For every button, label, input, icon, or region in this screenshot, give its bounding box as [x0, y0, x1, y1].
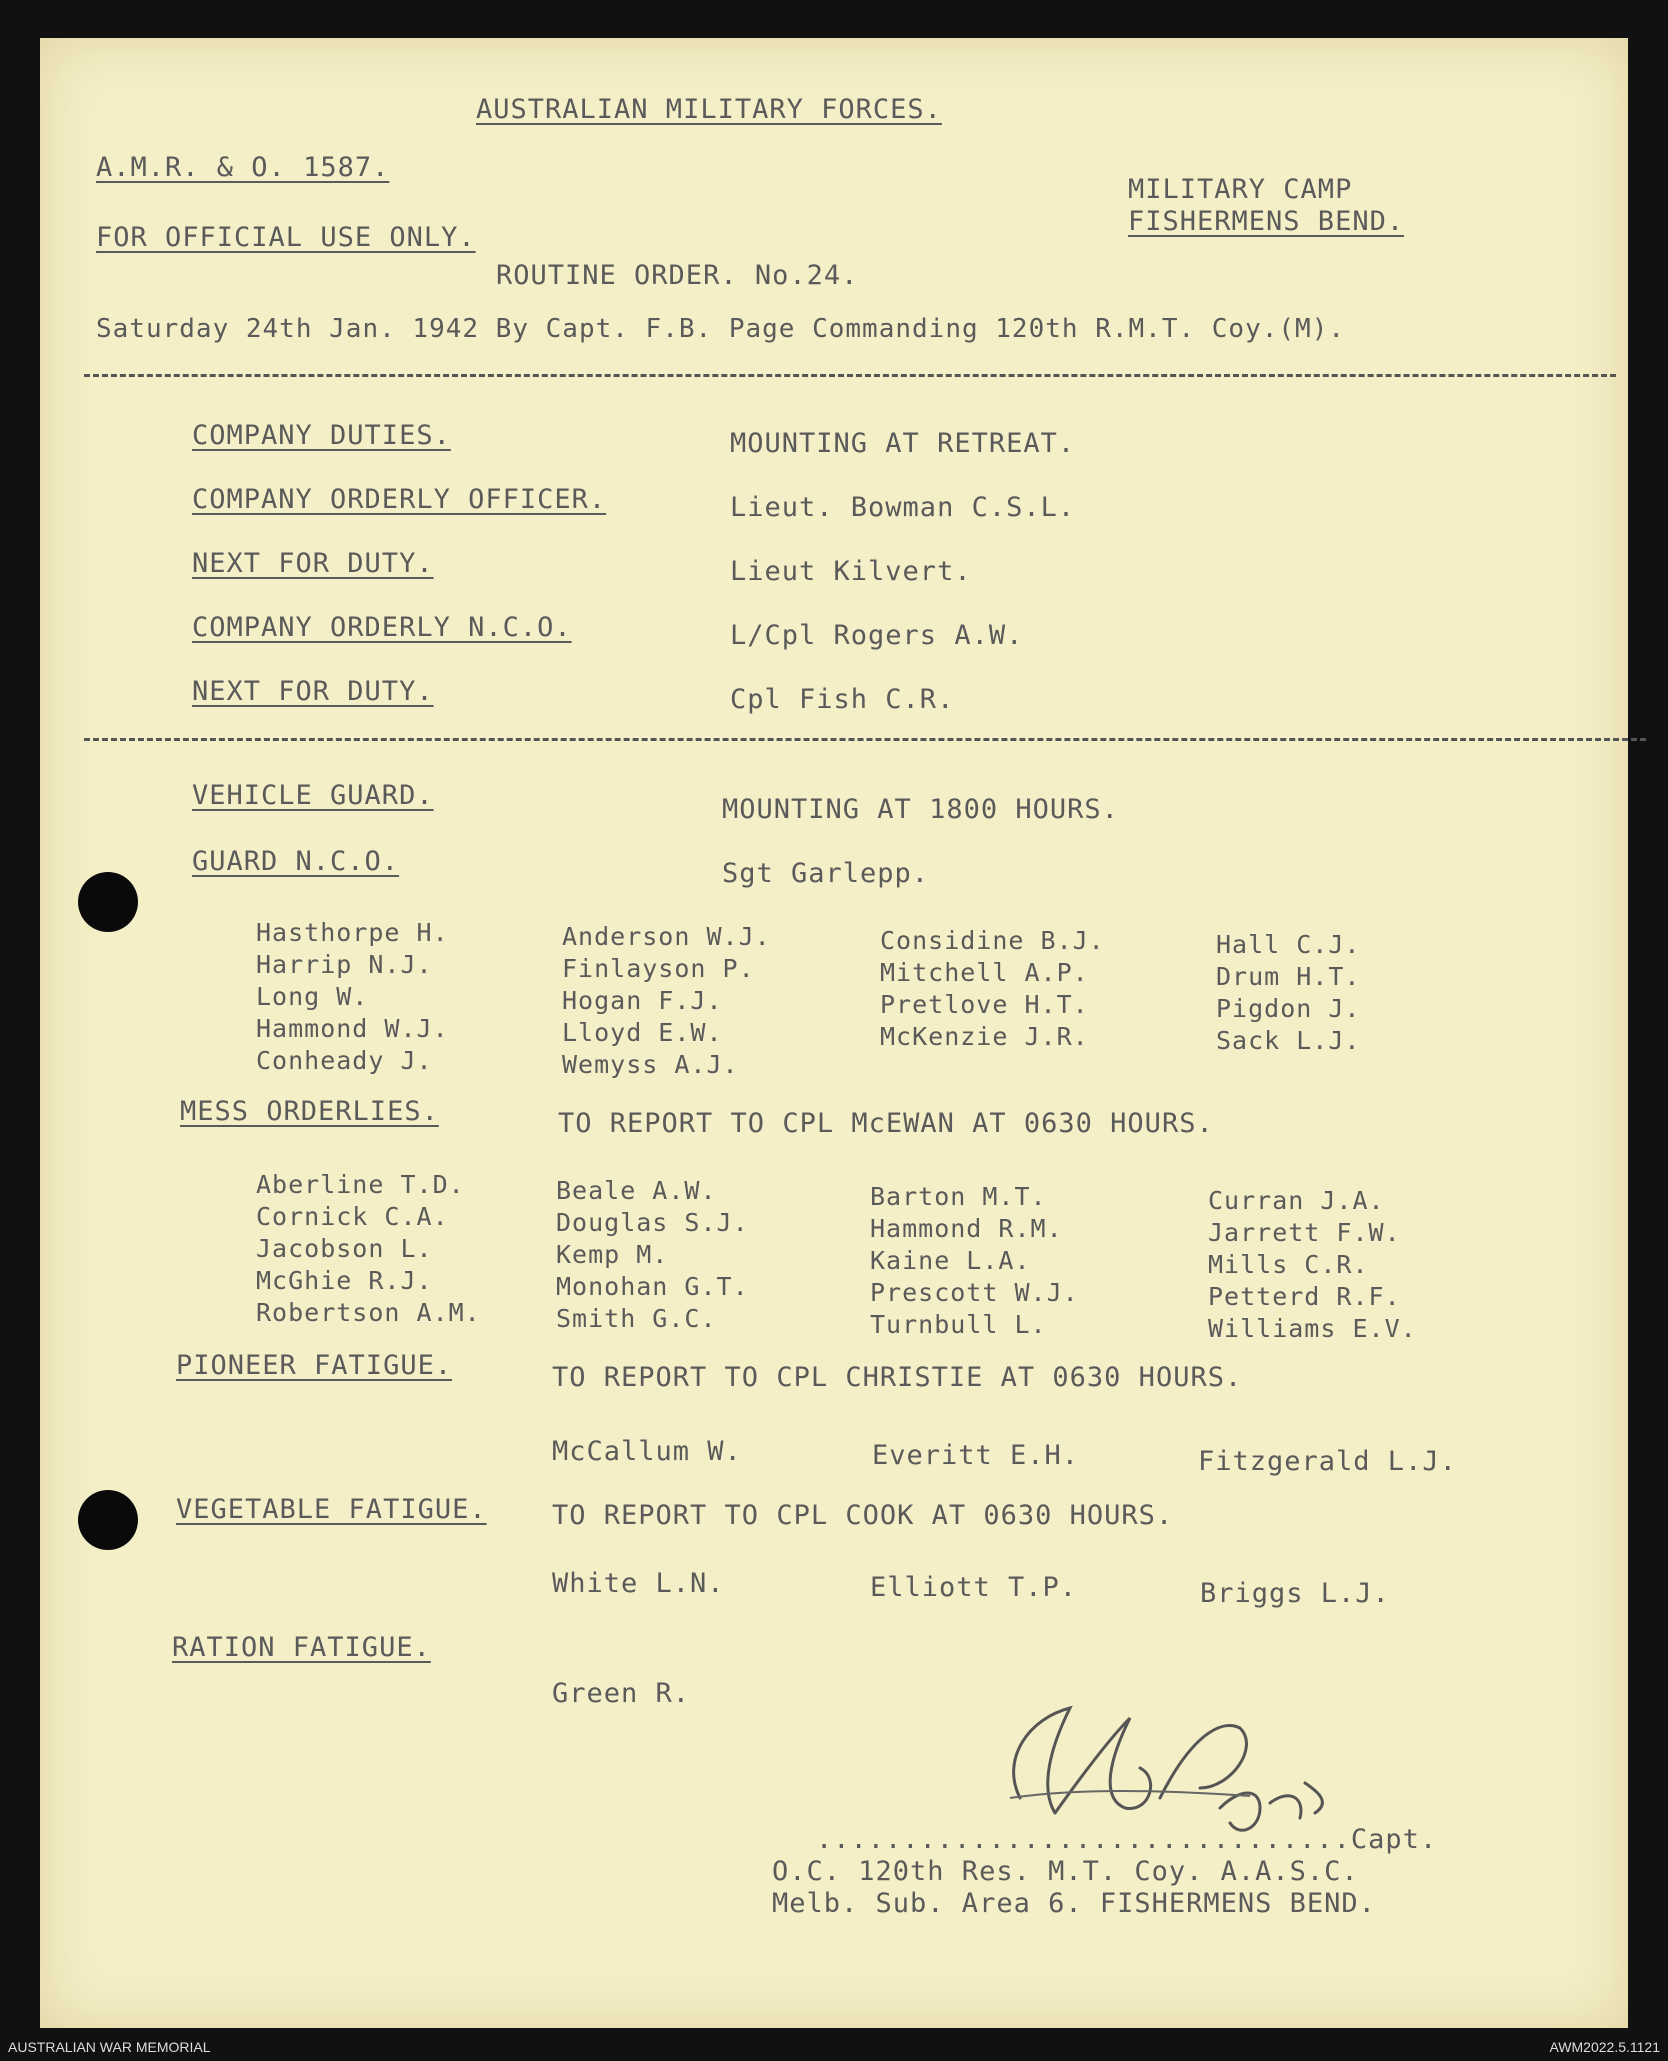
list-item: Jacobson L. — [256, 1234, 433, 1263]
list-item: Cornick C.A. — [256, 1202, 449, 1231]
guard-nco-value: Sgt Garlepp. — [722, 858, 930, 889]
ration-fatigue-label: RATION FATIGUE. — [172, 1632, 431, 1663]
list-item: Pretlove H.T. — [880, 990, 1089, 1019]
pioneer-fatigue-label: PIONEER FATIGUE. — [176, 1350, 453, 1381]
list-item: Kaine L.A. — [870, 1246, 1031, 1275]
list-item: Hall C.J. — [1216, 930, 1361, 959]
footer-archive-name: AUSTRALIAN WAR MEMORIAL — [8, 2039, 211, 2055]
list-item: McKenzie J.R. — [880, 1022, 1089, 1051]
document-title: AUSTRALIAN MILITARY FORCES. — [476, 94, 942, 125]
guard-nco-label: GUARD N.C.O. — [192, 846, 400, 877]
reference-number: A.M.R. & O. 1587. — [96, 152, 390, 183]
list-item: Wemyss A.J. — [562, 1050, 739, 1079]
list-item: White L.N. — [552, 1568, 725, 1599]
signature-line: ...............................Capt. — [816, 1824, 1438, 1855]
vegetable-fatigue-label: VEGETABLE FATIGUE. — [176, 1494, 487, 1525]
list-item: McGhie R.J. — [256, 1266, 433, 1295]
pioneer-fatigue-value: TO REPORT TO CPL CHRISTIE AT 0630 HOURS. — [552, 1362, 1243, 1393]
list-item: Jarrett F.W. — [1208, 1218, 1401, 1247]
list-item: Everitt E.H. — [872, 1440, 1080, 1471]
list-item: Williams E.V. — [1208, 1314, 1417, 1343]
camp-name-line1: MILITARY CAMP — [1128, 174, 1353, 205]
duty-value: MOUNTING AT RETREAT. — [730, 428, 1076, 459]
list-item: Pigdon J. — [1216, 994, 1361, 1023]
duty-label: NEXT FOR DUTY. — [192, 676, 434, 707]
list-item: Hammond R.M. — [870, 1214, 1063, 1243]
official-use-notice: FOR OFFICIAL USE ONLY. — [96, 222, 476, 253]
duty-label: COMPANY DUTIES. — [192, 420, 451, 451]
list-item: Mills C.R. — [1208, 1250, 1369, 1279]
vegetable-fatigue-value: TO REPORT TO CPL COOK AT 0630 HOURS. — [552, 1500, 1174, 1531]
section-divider — [84, 374, 1616, 377]
list-item: Smith G.C. — [556, 1304, 717, 1333]
duty-value: Lieut. Bowman C.S.L. — [730, 492, 1076, 523]
footer-archive-id: AWM2022.5.1121 — [1549, 2039, 1660, 2055]
list-item: Anderson W.J. — [562, 922, 771, 951]
signatory-title: O.C. 120th Res. M.T. Coy. A.A.S.C. — [772, 1856, 1359, 1887]
duty-label: NEXT FOR DUTY. — [192, 548, 434, 579]
date-and-commander-line: Saturday 24th Jan. 1942 By Capt. F.B. Page Commanding 120th R.M.T. Coy.(M). — [96, 314, 1345, 344]
vehicle-guard-label: VEHICLE GUARD. — [192, 780, 434, 811]
list-item: Mitchell A.P. — [880, 958, 1089, 987]
list-item: Turnbull L. — [870, 1310, 1047, 1339]
list-item: Petterd R.F. — [1208, 1282, 1401, 1311]
mess-orderlies-label: MESS ORDERLIES. — [180, 1096, 439, 1127]
list-item: McCallum W. — [552, 1436, 742, 1467]
list-item: Conheady J. — [256, 1046, 433, 1075]
list-item: Aberline T.D. — [256, 1170, 465, 1199]
list-item: Hogan F.J. — [562, 986, 723, 1015]
list-item: Beale A.W. — [556, 1176, 717, 1205]
duty-label: COMPANY ORDERLY N.C.O. — [192, 612, 572, 643]
signatory-location: Melb. Sub. Area 6. FISHERMENS BEND. — [772, 1888, 1376, 1919]
routine-order-number: ROUTINE ORDER. No.24. — [496, 260, 859, 291]
handwritten-signature — [960, 1678, 1340, 1848]
list-item: Hammond W.J. — [256, 1014, 449, 1043]
camp-name-line2: FISHERMENS BEND. — [1128, 206, 1405, 237]
vehicle-guard-value: MOUNTING AT 1800 HOURS. — [722, 794, 1119, 825]
list-item: Drum H.T. — [1216, 962, 1361, 991]
list-item: Elliott T.P. — [870, 1572, 1078, 1603]
list-item: Douglas S.J. — [556, 1208, 749, 1237]
list-item: Considine B.J. — [880, 926, 1105, 955]
section-divider — [84, 738, 1646, 741]
list-item: Barton M.T. — [870, 1182, 1047, 1211]
list-item: Curran J.A. — [1208, 1186, 1385, 1215]
punch-hole — [78, 872, 138, 932]
duty-value: Lieut Kilvert. — [730, 556, 972, 587]
list-item: Hasthorpe H. — [256, 918, 449, 947]
list-item: Prescott W.J. — [870, 1278, 1079, 1307]
list-item: Green R. — [552, 1678, 691, 1709]
list-item: Sack L.J. — [1216, 1026, 1361, 1055]
list-item: Monohan G.T. — [556, 1272, 749, 1301]
list-item: Harrip N.J. — [256, 950, 433, 979]
list-item: Kemp M. — [556, 1240, 669, 1269]
list-item: Fitzgerald L.J. — [1198, 1446, 1457, 1477]
duty-value: Cpl Fish C.R. — [730, 684, 955, 715]
list-item: Lloyd E.W. — [562, 1018, 723, 1047]
list-item: Long W. — [256, 982, 369, 1011]
list-item: Briggs L.J. — [1200, 1578, 1390, 1609]
punch-hole — [78, 1490, 138, 1550]
duty-label: COMPANY ORDERLY OFFICER. — [192, 484, 607, 515]
list-item: Robertson A.M. — [256, 1298, 481, 1327]
duty-value: L/Cpl Rogers A.W. — [730, 620, 1024, 651]
document-page — [40, 38, 1628, 2028]
list-item: Finlayson P. — [562, 954, 755, 983]
mess-orderlies-value: TO REPORT TO CPL McEWAN AT 0630 HOURS. — [558, 1108, 1214, 1139]
